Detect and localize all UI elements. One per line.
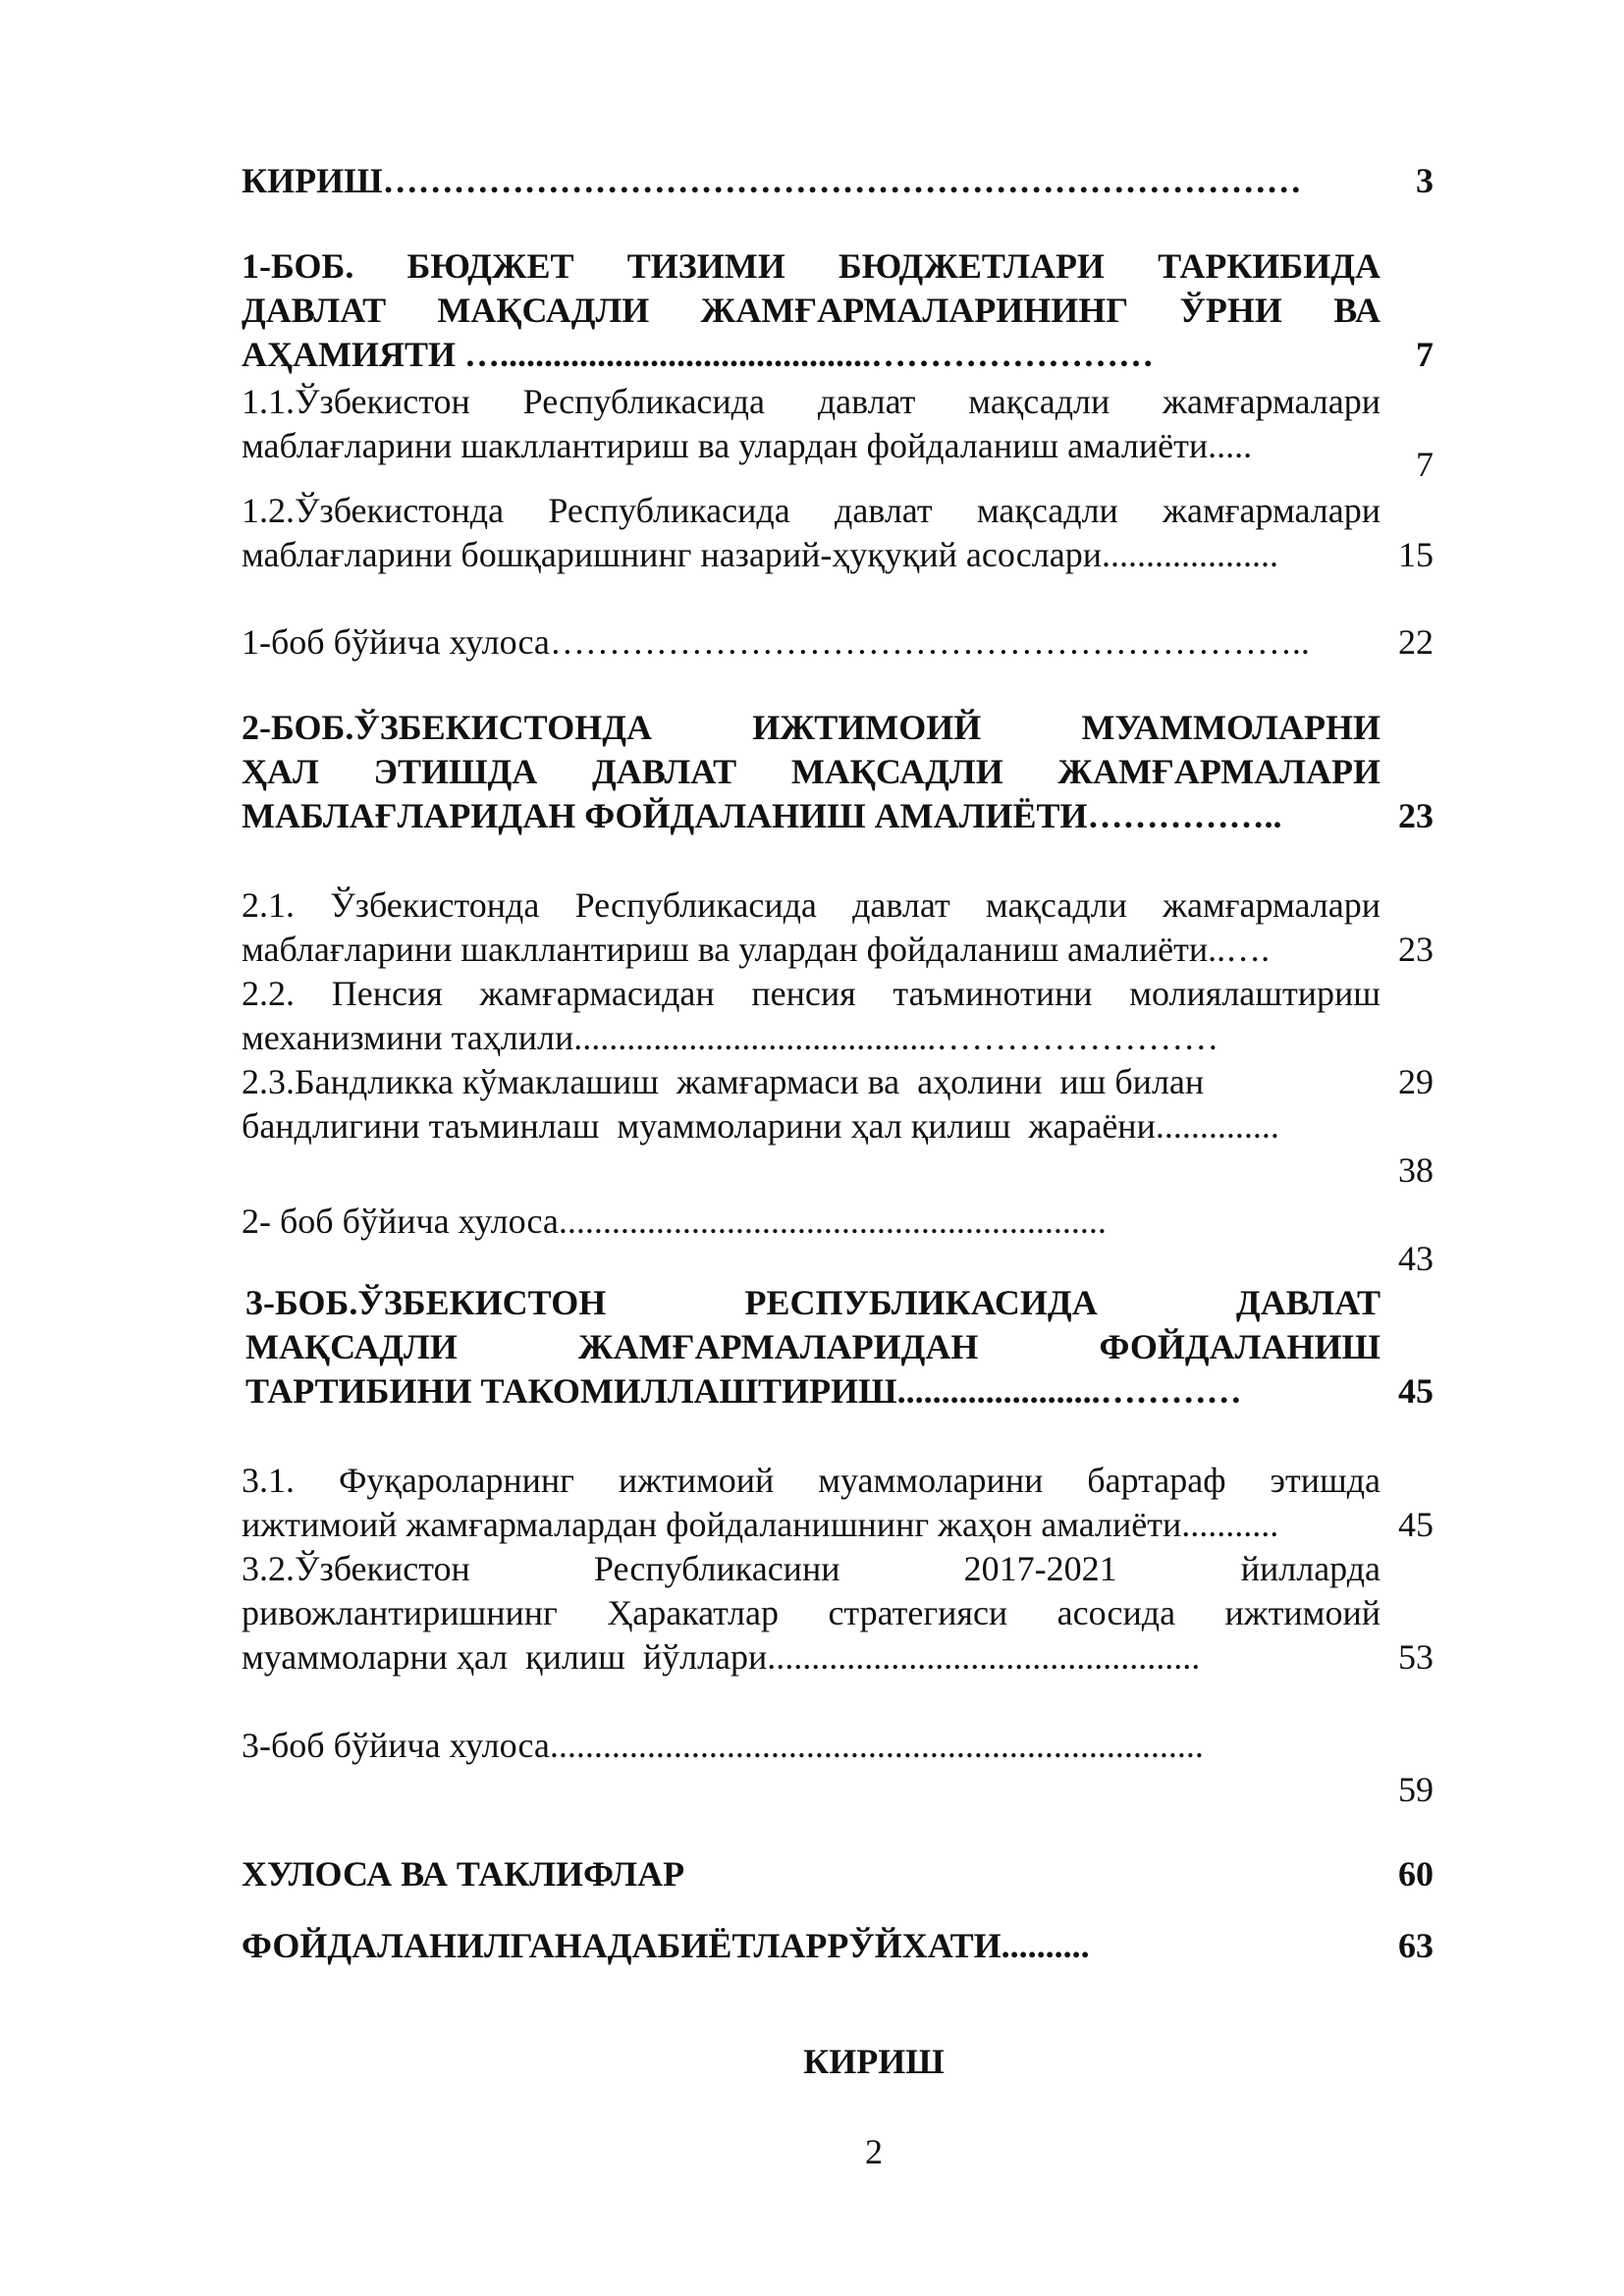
- toc-1-2-line1: 1.2.Ўзбекистонда Республикасида давлат мақсадли жамғармалари: [242, 491, 1380, 530]
- toc-2-3-page: 38: [1398, 1150, 1434, 1190]
- toc-ch1-title-line3: АҲАМИЯТИ …..........................................……………………: [242, 335, 1154, 374]
- toc-3-1-page: 45: [1398, 1505, 1434, 1544]
- toc-2-3-line1: 2.3.Бандликка кўмаклашиш жамғармаси ва аҳолини иш билан: [242, 1062, 1205, 1101]
- toc-2-1-line1: 2.1. Ўзбекистонда Республикасида давлат мақсадли жамғармалари: [242, 885, 1380, 925]
- toc-ch1-title-line1: 1-БОБ. БЮДЖЕТ ТИЗИМИ БЮДЖЕТЛАРИ ТАРКИБИДА: [242, 246, 1380, 286]
- toc-ch2-title-line2: ҲАЛ ЭТИШДА ДАВЛАТ МАҚСАДЛИ ЖАМҒАРМАЛАРИ: [242, 752, 1380, 791]
- page-number: 2: [865, 2132, 883, 2171]
- toc-1-2-line2: маблағларини бошқаришнинг назарий-ҳуқуқий асослари....................: [242, 535, 1278, 574]
- toc-1-1-line2: маблағларини шакллантириш ва улардан фойдаланиш амалиёти.....: [242, 426, 1253, 465]
- toc-3-2-page: 53: [1398, 1637, 1434, 1677]
- toc-references-page: 63: [1398, 1926, 1434, 1965]
- toc-ch2-summary: 2- боб бўйича хулоса..............................................................: [242, 1201, 1107, 1241]
- toc-ch3-summary-page: 59: [1398, 1770, 1434, 1809]
- toc-3-2-line2: ривожлантиришнинг Ҳаракатлар стратегияси асосида ижтимоий: [242, 1593, 1380, 1632]
- toc-2-2-line1: 2.2. Пенсия жамғармасидан пенсия таъминотини молиялаштириш: [242, 974, 1380, 1013]
- toc-intro-page: 3: [1416, 161, 1434, 200]
- toc-ch3-page: 45: [1398, 1371, 1434, 1411]
- toc-1-2-page: 15: [1398, 535, 1434, 574]
- toc-3-2-line3: муаммоларни ҳал қилиш йўллари.................................................: [242, 1637, 1201, 1677]
- toc-intro-label: КИРИШ……………………………………………………………………: [242, 161, 1302, 200]
- toc-ch3-title-line2: МАҚСАДЛИ ЖАМҒАРМАЛАРИДАН ФОЙДАЛАНИШ: [245, 1327, 1380, 1366]
- toc-ch1-summary: 1-боб бўйича хулоса………………………………………………………..: [242, 622, 1310, 662]
- toc-references-label: ФОЙДАЛАНИЛГАНАДАБИЁТЛАРРЎЙХАТИ..........: [242, 1926, 1090, 1965]
- toc-ch1-summary-page: 22: [1398, 622, 1434, 662]
- next-section-heading: КИРИШ: [803, 2042, 945, 2081]
- toc-2-1-page: 23: [1398, 930, 1434, 969]
- toc-3-2-line1: 3.2.Ўзбекистон Республикасини 2017-2021 йилларда: [242, 1549, 1380, 1588]
- toc-ch3-title-line1: 3-БОБ.ЎЗБЕКИСТОН РЕСПУБЛИКАСИДА ДАВЛАТ: [245, 1283, 1380, 1322]
- toc-ch2-title-line1: 2-БОБ.ЎЗБЕКИСТОНДА ИЖТИМОИЙ МУАММОЛАРНИ: [242, 708, 1380, 747]
- toc-2-3-line2: бандлигини таъминлаш муаммоларини ҳал қилиш жараёни..............: [242, 1106, 1279, 1146]
- toc-2-2-line2: механизмини таҳлили.........................................……………………: [242, 1018, 1219, 1057]
- toc-ch2-title-line3: МАБЛАҒЛАРИДАН ФОЙДАЛАНИШ АМАЛИЁТИ……………..: [242, 796, 1282, 835]
- toc-3-1-line2: ижтимоий жамғармалардан фойдаланишнинг жаҳон амалиёти...........: [242, 1505, 1279, 1544]
- toc-3-1-line1: 3.1. Фуқароларнинг ижтимоий муаммоларини бартараф этишда: [242, 1461, 1380, 1500]
- toc-conclusions-page: 60: [1398, 1854, 1434, 1894]
- toc-ch1-title-line2: ДАВЛАТ МАҚСАДЛИ ЖАМҒАРМАЛАРИНИНГ ЎРНИ ВА: [242, 291, 1380, 330]
- toc-2-2-page: 29: [1398, 1062, 1434, 1101]
- toc-ch3-title-line3: ТАРТИБИНИ ТАКОМИЛЛАШТИРИШ.......................…………: [245, 1371, 1242, 1411]
- toc-1-1-page: 7: [1416, 445, 1434, 484]
- toc-1-1-line1: 1.1.Ўзбекистон Республикасида давлат мақсадли жамғармалари: [242, 382, 1380, 421]
- toc-ch3-summary: 3-боб бўйича хулоса..........................................................................: [242, 1726, 1204, 1765]
- toc-ch2-page: 23: [1398, 796, 1434, 835]
- toc-2-1-line2: маблағларини шакллантириш ва улардан фойдаланиш амалиёти..….: [242, 930, 1271, 969]
- toc-conclusions-label: ХУЛОСА ВА ТАКЛИФЛАР: [242, 1854, 685, 1894]
- toc-ch2-summary-page: 43: [1398, 1239, 1434, 1278]
- toc-ch1-page: 7: [1416, 335, 1434, 374]
